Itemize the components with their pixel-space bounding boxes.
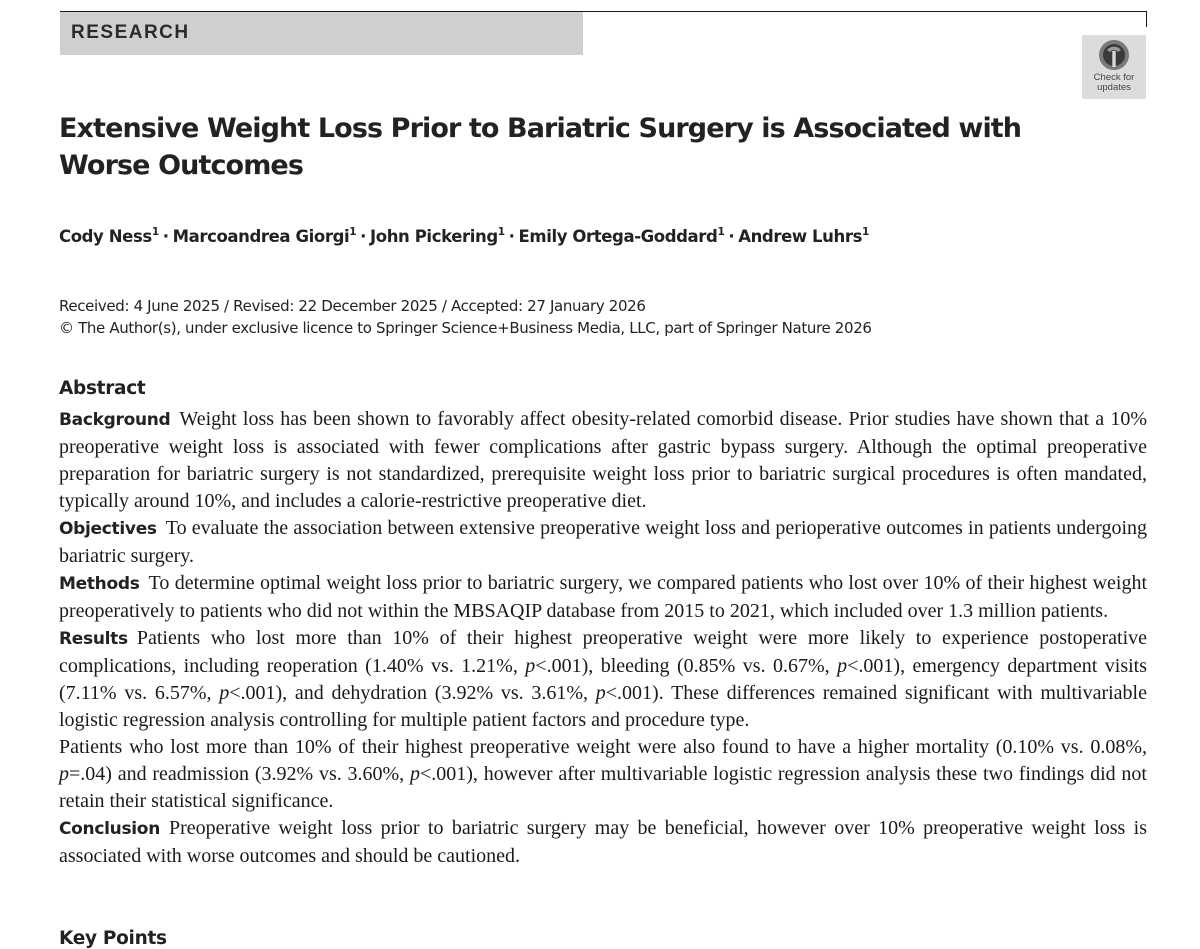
- abstract-conclusion: [59, 815, 1147, 870]
- p-value-symbol: p: [595, 682, 606, 704]
- author-name[interactable]: Cody Ness: [59, 227, 152, 246]
- author-name[interactable]: Marcoandrea Giorgi: [172, 227, 350, 246]
- author-affiliation: 1: [497, 226, 505, 238]
- author-separator: ·: [728, 227, 735, 246]
- publication-info: [59, 295, 872, 339]
- conclusion-text: Preoperative weight loss prior to bariatric surgery may be beneficial, however over 10% preoperative weight loss is associated with worse outcomes and should be cautioned.: [59, 817, 1147, 867]
- abstract-body: [59, 406, 1147, 870]
- abstract-results-continued: [59, 734, 1147, 815]
- author-name[interactable]: Emily Ortega-Goddard: [518, 227, 718, 246]
- copyright-notice: © The Author(s), under exclusive licence to Springer Science+Business Media, LLC, part of Springer Nature 2026: [59, 319, 872, 337]
- check-for-updates-label: [1082, 73, 1146, 93]
- author-separator: ·: [162, 227, 169, 246]
- author-affiliation: 1: [349, 226, 357, 238]
- p-value-symbol: p: [219, 682, 230, 704]
- p-value-symbol: p: [59, 763, 69, 785]
- author-name[interactable]: Andrew Luhrs: [738, 227, 863, 246]
- history-dates: Received: 4 June 2025 / Revised: 22 December 2025 / Accepted: 27 January 2026: [59, 297, 646, 315]
- author-affiliation: 1: [862, 226, 869, 238]
- results-text: Patients who lost more than 10% of their highest preoperative weight were also found to have a higher mortality (0.10% vs. 0.08%,: [59, 736, 1147, 758]
- check-for-updates-icon: [1098, 39, 1130, 71]
- author-separator: ·: [360, 227, 367, 246]
- results-text: <.001), bleeding (0.85% vs. 0.67%,: [535, 655, 838, 677]
- author-separator: ·: [508, 227, 515, 246]
- section-label-bar: [60, 12, 583, 55]
- objectives-label: Objectives: [59, 519, 157, 539]
- abstract-methods: [59, 570, 1147, 625]
- methods-label: Methods: [59, 574, 140, 594]
- abstract-objectives: [59, 515, 1147, 570]
- results-text: <.001), emergency department visits (7.11% vs. 6.57%,: [59, 655, 1147, 704]
- results-text: <.001), and dehydration (3.92% vs. 3.61%,: [229, 682, 596, 704]
- abstract-results: [59, 625, 1147, 734]
- author-affiliation: 1: [151, 226, 159, 238]
- abstract-background: [59, 406, 1147, 515]
- author-affiliation: 1: [717, 226, 725, 238]
- results-text: Patients who lost more than 10% of their highest preoperative weight were more likely to experience postoperative complications, including reoperation (1.40% vs. 1.21%,: [59, 627, 1147, 677]
- p-value-symbol: p: [837, 655, 848, 677]
- results-text: =.04) and readmission (3.92% vs. 3.60%,: [69, 763, 410, 785]
- section-label: RESEARCH: [71, 22, 190, 43]
- results-text: <.001). These differences remained significant with multivariable logistic regression analysis controlling for multiple patient factors and procedure type.: [59, 682, 1147, 731]
- header-rule-end: [1146, 11, 1147, 27]
- abstract-heading: Abstract: [59, 378, 146, 399]
- results-label: Results: [59, 629, 128, 649]
- author-name[interactable]: John Pickering: [370, 227, 498, 246]
- article-title: Extensive Weight Loss Prior to Bariatric Surgery is Associated with Worse Outcomes: [59, 113, 1022, 181]
- objectives-text: To evaluate the association between extensive preoperative weight loss and perioperative outcomes in patients undergoing bariatric surgery.: [59, 517, 1147, 567]
- author-list: [59, 227, 869, 246]
- check-for-updates-line2: updates: [1097, 82, 1131, 93]
- p-value-symbol: p: [525, 655, 536, 677]
- conclusion-label: Conclusion: [59, 819, 160, 839]
- background-label: Background: [59, 410, 171, 430]
- background-text: Weight loss has been shown to favorably affect obesity-related comorbid disease. Prior studies have shown that a 10% preoperative weight loss is associated with fewer complications after gastric bypass surgery. Although the optimal preoperative preparation for bariatric surgery is not standardized, prerequisite weight loss prior to bariatric surgical procedures is often mandated, typically around 10%, and includes a calorie-restrictive preoperative diet.: [59, 408, 1147, 512]
- check-for-updates-line1: Check for: [1093, 72, 1135, 83]
- methods-text: To determine optimal weight loss prior to bariatric surgery, we compared patients who lost over 10% of their highest weight preoperatively to patients who did not within the MBSAQIP database from 2015 to 2021, which included over 1.3 million patients.: [59, 572, 1147, 622]
- results-text: <.001), however after multivariable logistic regression analysis these two findings did not retain their statistical significance.: [59, 763, 1147, 812]
- check-for-updates-badge[interactable]: [1082, 35, 1146, 99]
- p-value-symbol: p: [409, 763, 420, 785]
- key-points-heading: Key Points: [59, 928, 167, 949]
